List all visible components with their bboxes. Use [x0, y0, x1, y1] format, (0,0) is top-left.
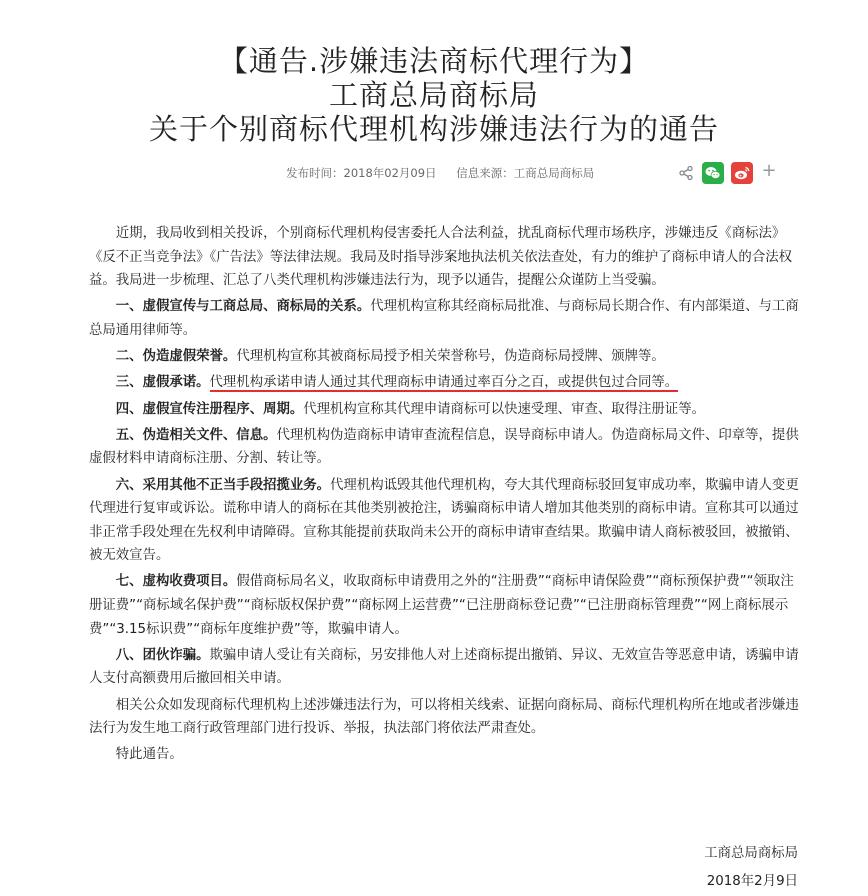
item-text-underlined: 代理机构承诺申请人通过其代理商标申请通过率百分之百，或提供包过合同等。	[209, 375, 679, 391]
item-heading: 七、虚构收费项目。	[115, 574, 237, 590]
item-heading: 二、伪造虚假荣誉。	[115, 349, 237, 365]
share-icon[interactable]	[678, 165, 694, 181]
item-heading: 五、伪造相关文件、信息。	[115, 427, 277, 443]
item-text: 代理机构伪造商标申请审查流程信息，误导商标申请人。伪造商标局文件、印章等，提供虚假材料申请商标注册、分割、转让等。	[89, 427, 799, 467]
article-meta	[0, 162, 868, 184]
wechat-icon[interactable]	[702, 162, 724, 184]
item-text: 代理机构宣称其经商标局批准、与商标局长期合作、有内部渠道、与工商总局通用律师等。	[89, 299, 799, 338]
list-item	[89, 371, 801, 395]
title-block	[0, 0, 868, 146]
info-source: 信息来源：工商总局商标局	[456, 166, 595, 180]
item-text: 代理机构诋毁其他代理机构，夸大其代理商标驳回复审成功率，欺骗申请人变更代理进行复审或诉讼。谎称申请人的商标在其他类别被抢注，诱骗商标申请人增加其他类别的商标申请。宣称其可以通过非正常手段处理在先权利申请障碍。宣称其能提前获取尚未公开的商标申请审查结果。欺骗申请人商标被驳回，被撤销、被无效宣告。	[89, 477, 799, 564]
page-title-line-2: 工商总局商标局	[328, 78, 539, 112]
item-heading: 四、虚假宣传注册程序、周期。	[115, 401, 304, 417]
item-text: 欺骗申请人受让有关商标，另安排他人对上述商标提出撤销、异议、无效宣告等恶意申请，诱骗申请人支付高额费用后撤回相关申请。	[89, 647, 799, 687]
list-item	[89, 474, 801, 568]
item-heading: 六、采用其他不正当手段招揽业务。	[115, 477, 331, 493]
plus-icon[interactable]: +	[761, 160, 777, 181]
list-item	[89, 424, 801, 471]
meta-text	[286, 165, 610, 181]
page-title-line-1: 【通告.涉嫌违法商标代理行为】	[218, 44, 650, 78]
page-title-line-3: 关于个别商标代理机构涉嫌违法行为的通告	[148, 112, 719, 146]
closing-paragraph: 相关公众如发现商标代理机构上述涉嫌违法行为，可以将相关线索、证据向商标局、商标代理机构所在地或者涉嫌违法行为发生地工商行政管理部门进行投诉、举报，执法部门将依法严肃查处。	[89, 697, 799, 737]
list-item	[89, 398, 801, 422]
item-text: 假借商标局名义，收取商标申请费用之外的“注册费”“商标申请保险费”“商标预保护费”“领取注册证费”“商标域名保护费”“商标版权保护费”“商标网上运营费”“已注册商标登记费”“已注册商标管理费”“网上商标展示费”“3.15标识费”“商标年度维护费”等，欺骗申请人。	[89, 574, 794, 637]
item-heading: 一、虚假宣传与工商总局、商标局的关系。	[115, 299, 371, 315]
item-text: 代理机构宣称其被商标局授予相关荣誉称号，伪造商标局授牌、颁牌等。	[236, 349, 665, 365]
publish-time: 发布时间：2018年02月09日	[286, 166, 437, 180]
item-text: 代理机构宣称其代理申请商标可以快速受理、审查、取得注册证等。	[303, 401, 705, 417]
signature-org: 工商总局商标局	[704, 846, 798, 861]
list-item	[89, 295, 801, 342]
list-item	[89, 644, 801, 691]
signature-date: 2018年2月9日	[706, 874, 798, 889]
list-item	[89, 345, 801, 369]
weibo-icon[interactable]	[731, 162, 753, 184]
article-body	[89, 222, 801, 770]
intro-paragraph: 近期，我局收到相关投诉，个别商标代理机构侵害委托人合法利益，扰乱商标代理市场秩序，涉嫌违反《商标法》《反不正当竞争法》《广告法》等法律法规。我局及时指导涉案地执法机关依法查处，有力的维护了商标申请人的合法权益。我局进一步梳理、汇总了八类代理机构涉嫌违法行为，现予以通告，提醒公众谨防上当受骗。	[89, 226, 792, 289]
list-item	[89, 570, 801, 641]
item-heading: 八、团伙诈骗。	[115, 647, 210, 663]
item-heading: 三、虚假承诺。	[115, 375, 210, 391]
notice-paragraph: 特此通告。	[115, 747, 183, 763]
